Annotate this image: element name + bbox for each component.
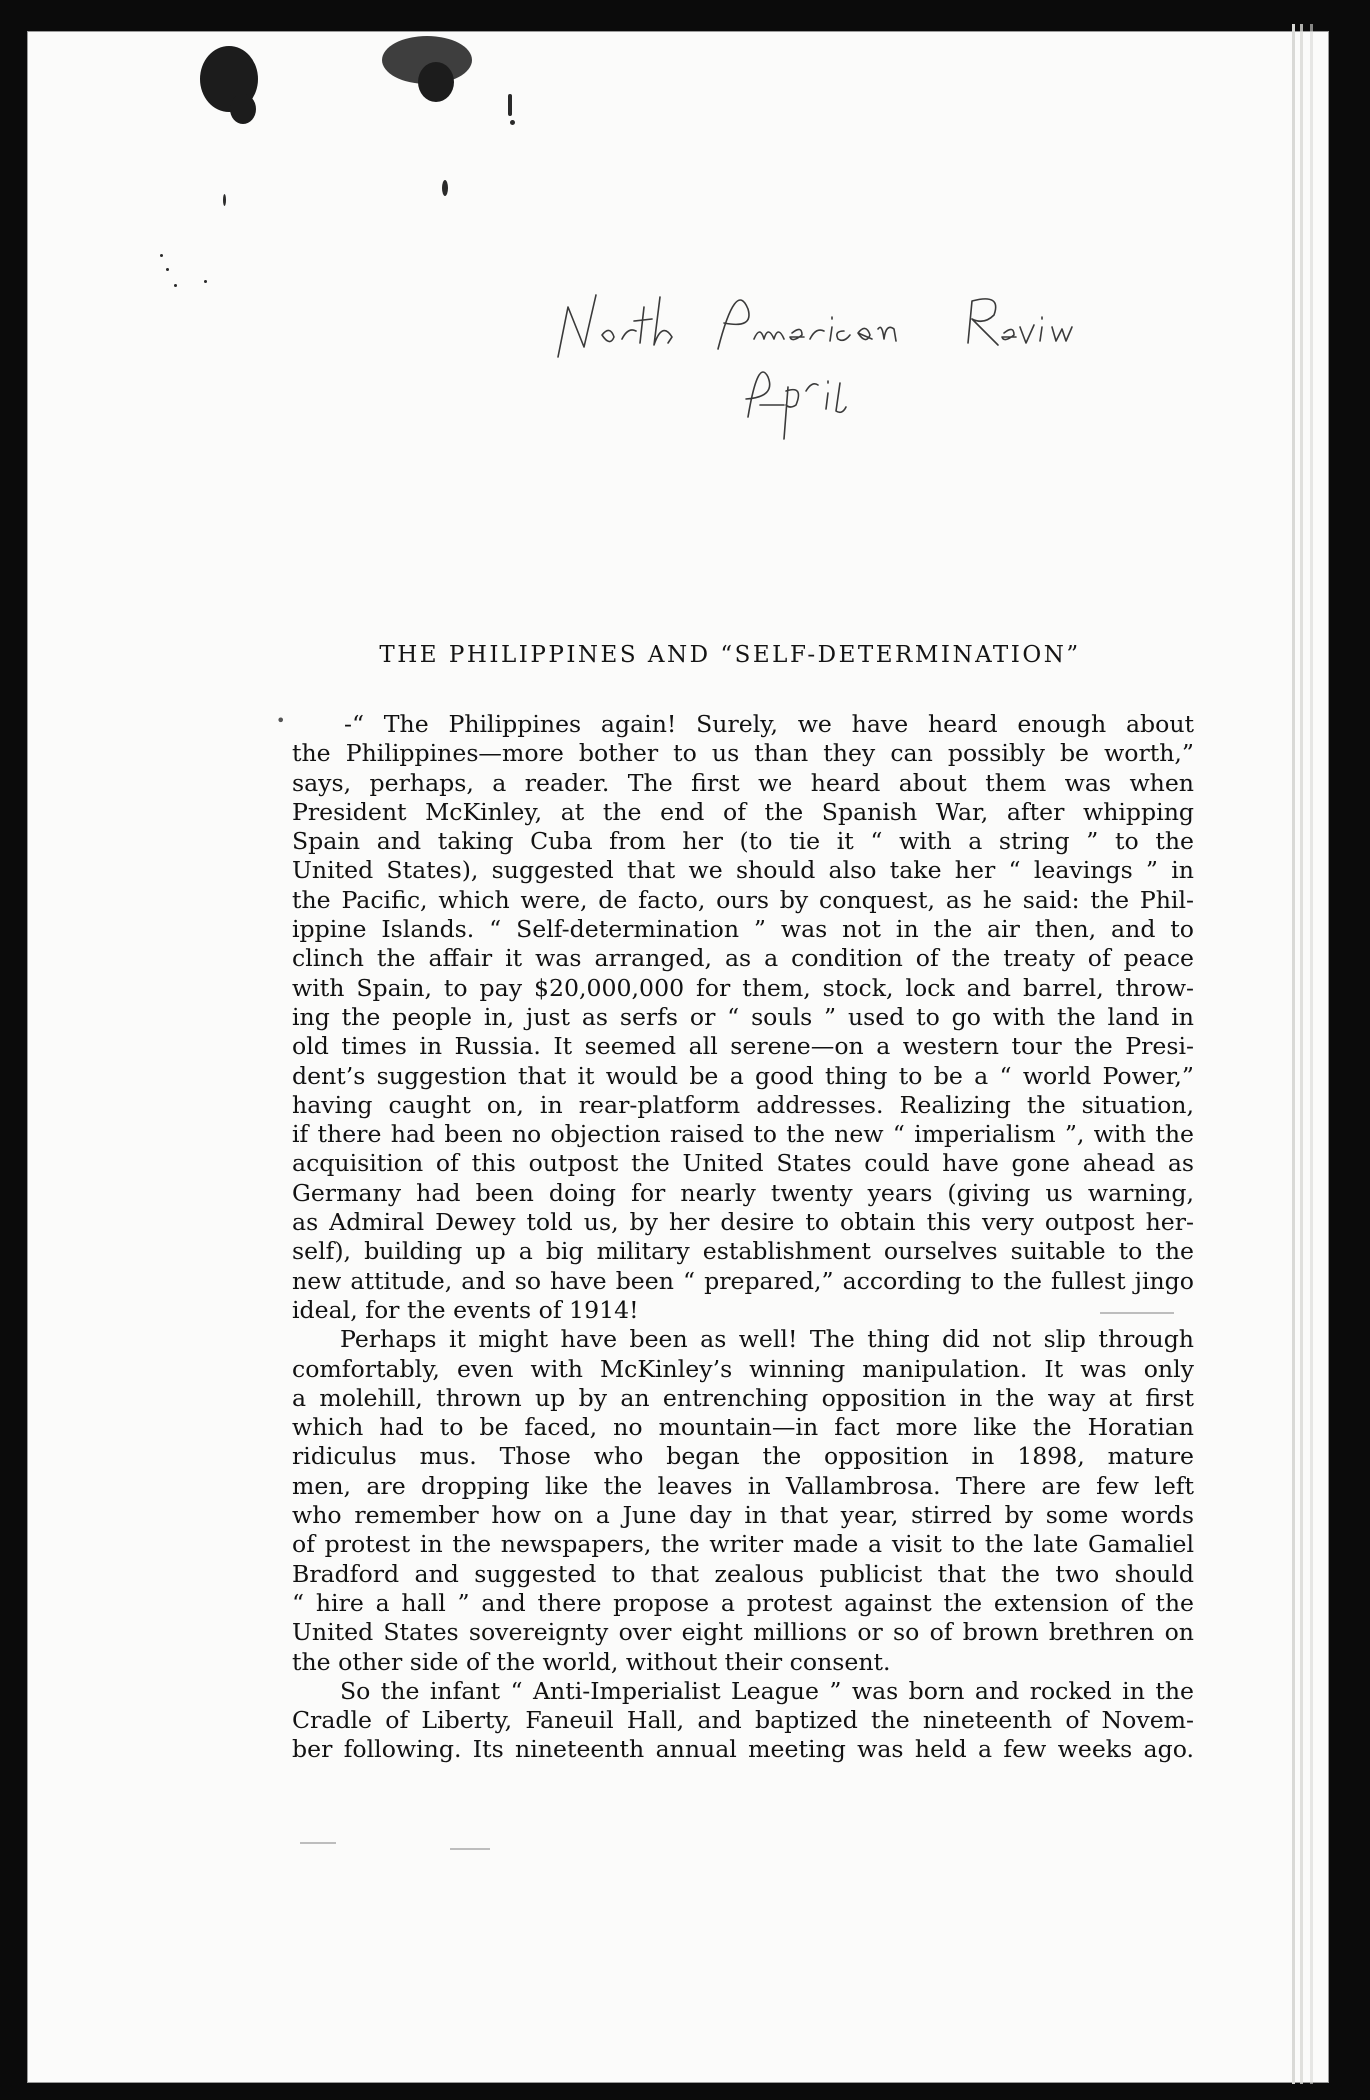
text-line: if there had been no objection raised to the new “ imperialism ”, with the <box>292 1120 1194 1149</box>
text-line: which had to be faced, no mountain—in fact more like the Horatian <box>292 1413 1194 1442</box>
pencil-mark <box>450 1848 490 1850</box>
paragraph-2 <box>292 1325 1194 1677</box>
text-line: So the infant “ Anti-Imperialist League ” was born and rocked in the <box>340 1676 1194 1705</box>
pencil-mark <box>1100 1312 1174 1314</box>
text-line: old times in Russia. It seemed all serene—on a western tour the Presi- <box>292 1032 1194 1061</box>
text-line: ing the people in, just as serfs or “ souls ” used to go with the land in <box>292 1002 1194 1031</box>
ink-speck <box>204 280 207 283</box>
text-line: men, are dropping like the leaves in Vallambrosa. There are few left <box>292 1471 1194 1500</box>
text-line: President McKinley, at the end of the Spanish War, after whipping <box>292 797 1194 826</box>
margin-mark: • <box>276 711 286 730</box>
handwriting-image <box>548 287 1168 447</box>
text-line: “ hire a hall ” and there propose a protest against the extension of the <box>292 1588 1194 1617</box>
text-line: Cradle of Liberty, Faneuil Hall, and baptized the nineteenth of Novem- <box>292 1706 1194 1735</box>
pencil-mark <box>300 1842 336 1844</box>
paragraph-1 <box>276 710 1194 1325</box>
ink-speck <box>508 94 512 116</box>
text-line: a molehill, thrown up by an entrenching opposition in the way at first <box>292 1383 1194 1412</box>
text-line: Spain and taking Cuba from her (to tie it “ with a string ” to the <box>292 827 1194 856</box>
text-line: ippine Islands. “ Self-determination ” was not in the air then, and to <box>292 915 1194 944</box>
text-line: comfortably, even with McKinley’s winning manipulation. It was only <box>292 1354 1194 1383</box>
article-body <box>276 710 1194 1765</box>
text-line: clinch the affair it was arranged, as a condition of the treaty of peace <box>292 944 1194 973</box>
text-line: ber following. Its nineteenth annual meeting was held a few weeks ago. <box>292 1735 1194 1764</box>
text-line: United States), suggested that we should also take her “ leavings ” in <box>292 856 1194 885</box>
ink-speck <box>174 284 177 287</box>
ink-speck <box>160 254 163 257</box>
paragraph-3 <box>292 1677 1194 1765</box>
text-line: -“ The Philippines again! Surely, we have heard enough about <box>344 710 1194 738</box>
text-line: self), building up a big military establishment ourselves suitable to the <box>292 1237 1194 1266</box>
text-line: the Pacific, which were, de facto, ours by conquest, as he said: the Phil- <box>292 885 1194 914</box>
text-line: the other side of the world, without their consent. <box>292 1647 891 1676</box>
page-edge <box>1292 24 1295 2084</box>
text-line: Germany had been doing for nearly twenty years (giving us warning, <box>292 1178 1194 1207</box>
text-line: of protest in the newspapers, the writer made a visit to the late Gamaliel <box>292 1530 1194 1559</box>
ink-speck <box>223 194 226 206</box>
ink-speck <box>510 120 515 125</box>
text-line: having caught on, in rear-platform addresses. Realizing the situation, <box>292 1090 1194 1119</box>
text-line: dent’s suggestion that it would be a good thing to be a “ world Power,” <box>292 1061 1194 1090</box>
handwritten-annotation <box>548 287 1168 447</box>
text-line: acquisition of this outpost the United States could have gone ahead as <box>292 1149 1194 1178</box>
text-line: United States sovereignty over eight millions or so of brown brethren on <box>292 1618 1194 1647</box>
text-line: Perhaps it might have been as well! The thing did not slip through <box>340 1325 1194 1354</box>
ink-speck <box>442 180 448 196</box>
text-line: ideal, for the events of 1914! <box>292 1295 639 1324</box>
page-edge <box>1300 24 1303 2084</box>
ink-speck <box>166 268 169 271</box>
text-line: with Spain, to pay $20,000,000 for them, stock, lock and barrel, throw- <box>292 973 1194 1002</box>
text-line: says, perhaps, a reader. The first we heard about them was when <box>292 768 1194 797</box>
text-line: new attitude, and so have been “ prepared,” according to the fullest jingo <box>292 1266 1194 1295</box>
text-line: the Philippines—more bother to us than they can possibly be worth,” <box>292 739 1194 768</box>
text-line: who remember how on a June day in that year, stirred by some words <box>292 1501 1194 1530</box>
article-title: THE PHILIPPINES AND “SELF-DETERMINATION” <box>379 642 1081 668</box>
page-edge <box>1310 24 1313 2084</box>
text-line: ridiculus mus. Those who began the opposition in 1898, mature <box>292 1442 1194 1471</box>
ink-stain <box>418 62 454 102</box>
text-line: Bradford and suggested to that zealous publicist that the two should <box>292 1559 1194 1588</box>
text-line: as Admiral Dewey told us, by her desire to obtain this very outpost her- <box>292 1208 1194 1237</box>
ink-stain <box>230 94 256 124</box>
